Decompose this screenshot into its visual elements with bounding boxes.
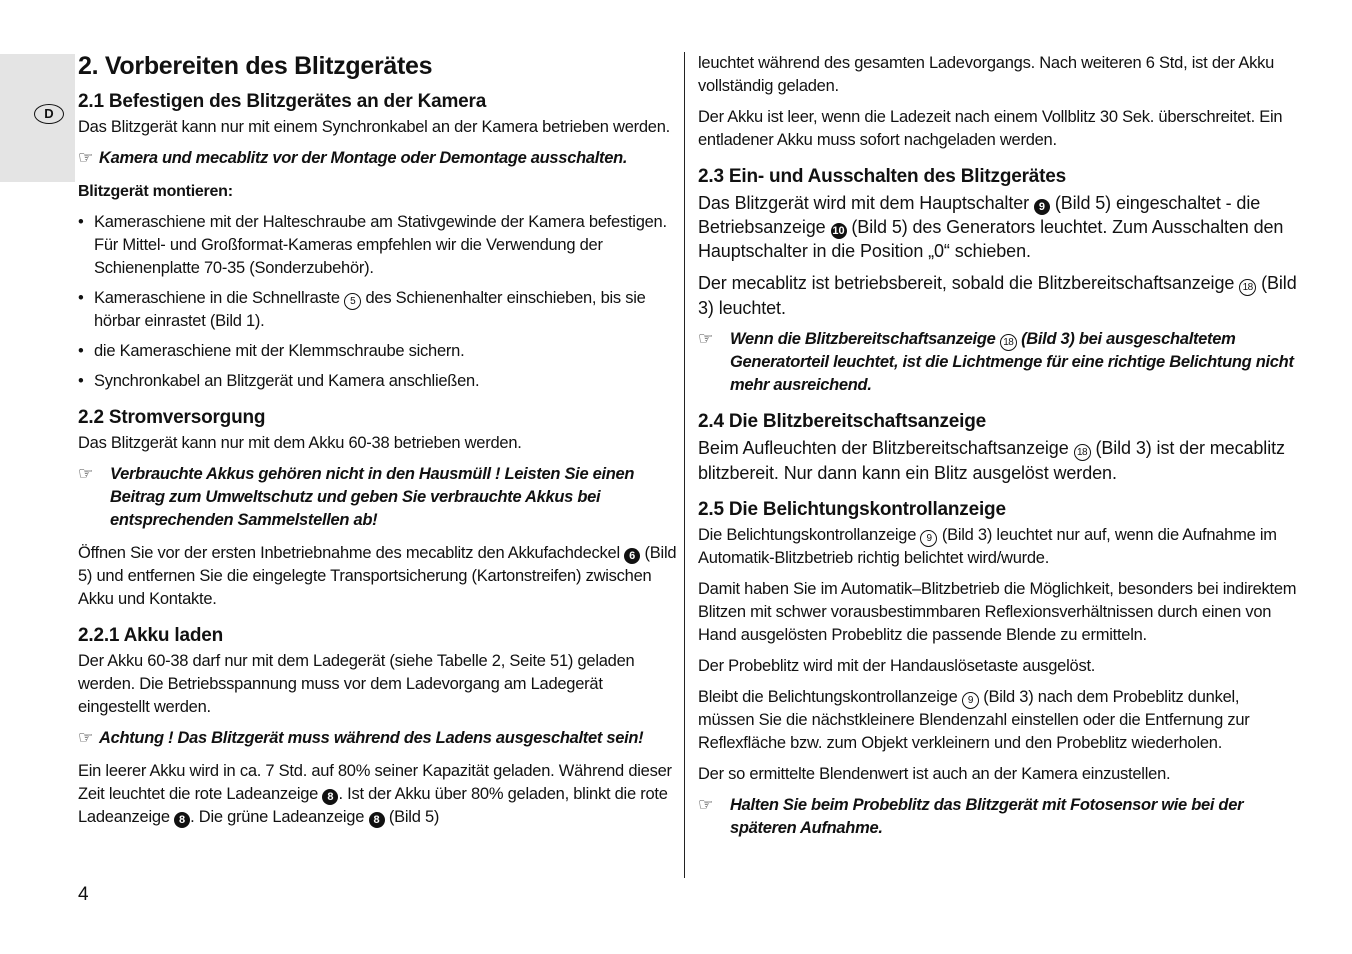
- paragraph: Der Akku 60-38 darf nur mit dem Ladegerät (siehe Tabelle 2, Seite 51) geladen werden. Die Betriebsspannung muss vor dem Ladevorgang am Ladegerät eingestellt werden.: [78, 652, 635, 716]
- heading-2-5: 2.5 Die Belichtungskontrollanzeige: [698, 499, 1006, 520]
- circled-number-5: 5: [344, 293, 361, 310]
- note-text: Achtung ! Das Blitzgerät muss während des Ladens ausgeschaltet sein!: [98, 729, 644, 747]
- paragraph: Beim Aufleuchten der Blitzbereitschaftsanzeige 18 (Bild 3) ist der mecablitz blitzbereit. Nur dann kann ein Blitz ausgelöst werden.: [698, 438, 1285, 483]
- paragraph: Öffnen Sie vor der ersten Inbetriebnahme des mecablitz den Akkufachdeckel 6 (Bild 5) und entfernen Sie die eingelegte Transportsicherung (Kartonstreifen) zwischen Akku und Kontakte.: [78, 544, 677, 608]
- pointing-hand-icon: ☞: [698, 329, 713, 349]
- note-text: Wenn die Blitzbereitschaftsanzeige 18 (Bild 3) bei ausgeschaltetem Generatorteil leuchtet, ist die Lichtmenge für eine richtige Belichtung nicht mehr ausreichend.: [730, 330, 1294, 394]
- pointing-hand-icon: ☞: [78, 148, 93, 168]
- pointing-hand-icon: ☞: [78, 728, 93, 748]
- note-text: Verbrauchte Akkus gehören nicht in den Hausmüll ! Leisten Sie einen Beitrag zum Umweltschutz und geben Sie verbrauchte Akkus bei entsprechenden Sammelstellen ab!: [110, 465, 635, 529]
- filled-number-8: 8: [369, 812, 385, 828]
- heading-2-2-1: 2.2.1 Akku laden: [78, 625, 223, 646]
- bullet-list: [78, 211, 678, 393]
- circled-number-18: 18: [1074, 444, 1091, 461]
- filled-number-8: 8: [174, 812, 190, 828]
- heading-2-1: 2.1 Befestigen des Blitzgerätes an der Kamera: [78, 91, 487, 112]
- filled-number-10: 10: [832, 225, 845, 237]
- paragraph: Der Probeblitz wird mit der Handauslösetaste ausgelöst.: [698, 657, 1096, 675]
- filled-number-6: 6: [624, 548, 640, 564]
- left-column: [78, 52, 678, 837]
- paragraph: Das Blitzgerät kann nur mit einem Synchronkabel an der Kamera betrieben werden.: [78, 118, 670, 136]
- list-item: • die Kameraschiene mit der Klemmschraube sichern.: [78, 340, 678, 363]
- paragraph: Das Blitzgerät wird mit dem Hauptschalter 9 (Bild 5) eingeschaltet - die Betriebsanzeige 10 (Bild 5) des Generators leuchtet. Zum Ausschalten den Hauptschalter in die Position „0“ schieben.: [698, 193, 1284, 261]
- filled-number-9: 9: [1034, 199, 1050, 215]
- list-item: • Kameraschiene in die Schnellraste 5 des Schienenhalter einschieben, bis sie hörbar einrastet (Bild 1).: [78, 287, 678, 333]
- note: [78, 727, 678, 750]
- note: [78, 147, 678, 170]
- page-title: 2. Vorbereiten des Blitzgerätes: [78, 52, 433, 80]
- paragraph: Der Akku ist leer, wenn die Ladezeit nach einem Vollblitz 30 Sek. überschreitet. Ein entladener Akku muss sofort nachgeladen werden.: [698, 108, 1283, 149]
- note: [698, 794, 1298, 840]
- subheading-label: Blitzgerät montieren:: [78, 183, 233, 200]
- paragraph: Die Belichtungskontrollanzeige 9 (Bild 3) leuchtet nur auf, wenn die Aufnahme im Automatik-Blitzbetrieb richtig belichtet wird/wurde.: [698, 526, 1277, 567]
- paragraph: Ein leerer Akku wird in ca. 7 Std. auf 80% seiner Kapazität geladen. Während dieser Zeit leuchtet die rote Ladeanzeige 8 . Ist der Akku über 80% geladen, blinkt die rote Ladeanzeige 8 . Die grüne Ladeanzeige 8 (Bild 5): [78, 762, 672, 826]
- heading-2-3: 2.3 Ein- und Ausschalten des Blitzgerätes: [698, 166, 1067, 187]
- filled-number-8: 8: [322, 789, 338, 805]
- circled-number-9: 9: [920, 530, 937, 547]
- note-text: Kamera und mecablitz vor der Montage oder Demontage ausschalten.: [98, 149, 628, 167]
- list-item: • Kameraschiene mit der Halteschraube am Stativgewinde der Kamera befestigen. Für Mittel- und Großformat-Kameras empfehlen wir die Verwendung der Schienenplatte 70-35 (Sonderzubehör).: [78, 211, 678, 280]
- paragraph: Damit haben Sie im Automatik–Blitzbetrieb die Möglichkeit, besonders bei indirektem Blitzen mit schwer vorausbestimmbaren Reflexionsverhältnissen durch einen von Hand ausgelösten Probeblitz die passende Blende zu ermitteln.: [698, 580, 1297, 644]
- heading-2-2: 2.2 Stromversorgung: [78, 407, 266, 428]
- circled-number-18: 18: [1239, 279, 1256, 296]
- circled-number-9: 9: [962, 692, 979, 709]
- note: [78, 463, 678, 532]
- paragraph: Das Blitzgerät kann nur mit dem Akku 60-38 betrieben werden.: [78, 434, 522, 452]
- note: [698, 328, 1298, 397]
- language-badge: D: [34, 104, 64, 124]
- pointing-hand-icon: ☞: [698, 795, 713, 815]
- paragraph: Der mecablitz ist betriebsbereit, sobald die Blitzbereitschaftsanzeige 18 (Bild 3) leuchtet.: [698, 273, 1297, 318]
- column-divider: [684, 52, 685, 878]
- page-number: 4: [78, 884, 89, 905]
- heading-2-4: 2.4 Die Blitzbereitschaftsanzeige: [698, 411, 987, 432]
- paragraph: Bleibt die Belichtungskontrollanzeige 9 (Bild 3) nach dem Probeblitz dunkel, müssen Sie die nächstkleinere Blendenzahl einstellen oder die Entfernung zur Reflexfläche bzw. zum Objekt verkleinern und den Probeblitz wiederholen.: [698, 688, 1250, 752]
- pointing-hand-icon: ☞: [78, 464, 93, 484]
- circled-number-18: 18: [1000, 334, 1017, 351]
- note-text: Halten Sie beim Probeblitz das Blitzgerät mit Fotosensor wie bei der späteren Aufnahme.: [730, 796, 1244, 837]
- right-column: [698, 52, 1298, 850]
- paragraph: Der so ermittelte Blendenwert ist auch an der Kamera einzustellen.: [698, 765, 1171, 783]
- paragraph: leuchtet während des gesamten Ladevorgangs. Nach weiteren 6 Std, ist der Akku vollständig geladen.: [698, 54, 1275, 95]
- list-item: • Synchronkabel an Blitzgerät und Kamera anschließen.: [78, 370, 678, 393]
